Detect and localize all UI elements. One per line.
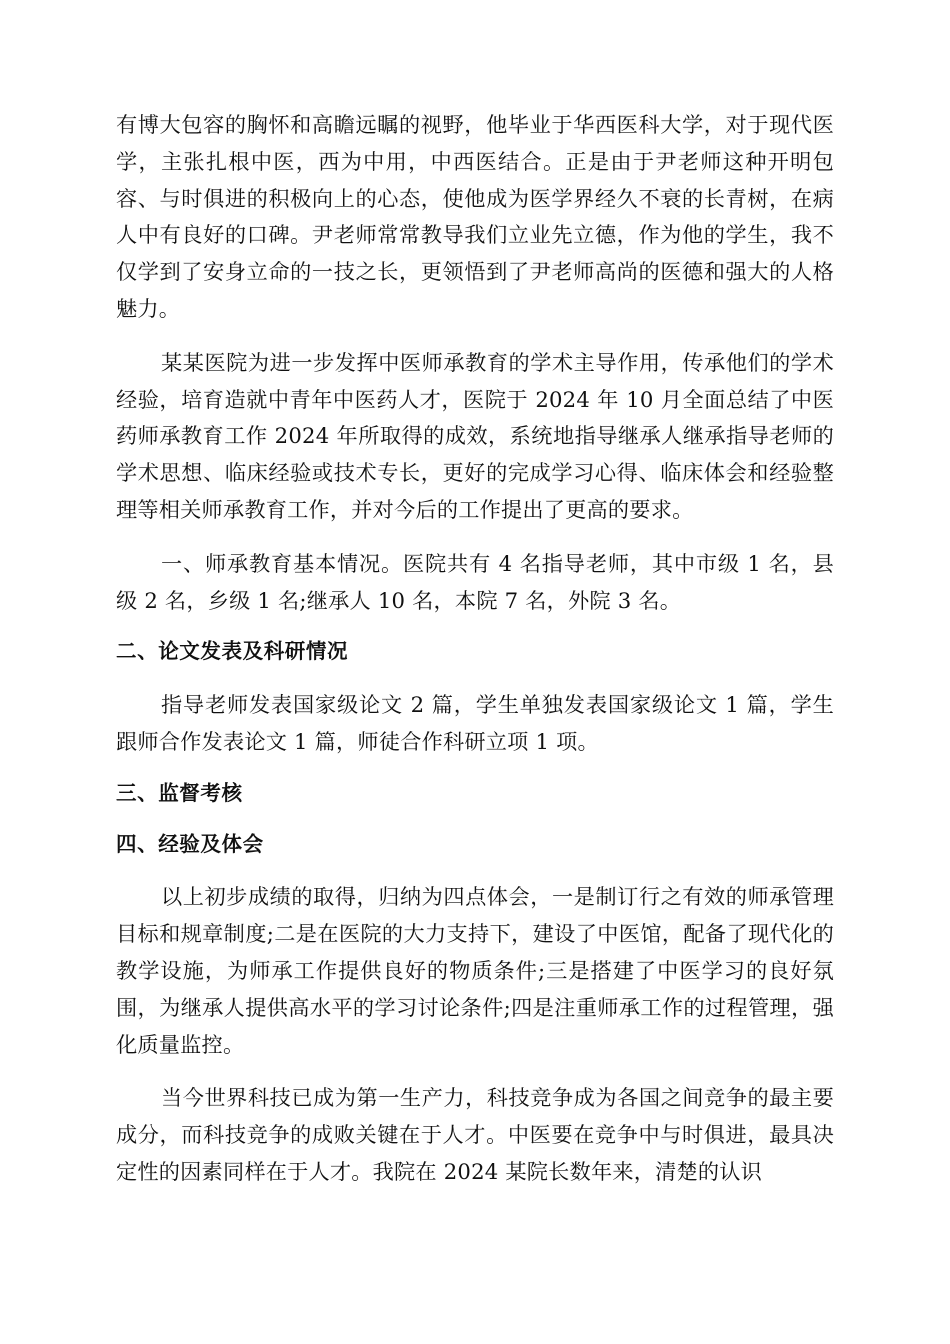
section-heading-papers: 二、论文发表及科研情况 — [116, 639, 349, 664]
section-heading-experience: 四、经验及体会 — [116, 831, 264, 856]
paragraph-hospital-summary: 某某医院为进一步发挥中医师承教育的学术主导作用，传承他们的学术经验，培育造就中青年中医药人才，医院于 2024 年 10 月全面总结了中医药师承教育工作 2024 年所取得的成效，系统地指导继承人继承指导老师的学术思想、临床经验或技术专长，更好的完成学习心得、临床体会和经验整理等相关师承教育工作，并对今后的工作提出了更高的要求。 — [116, 349, 834, 522]
document-body — [116, 107, 834, 1191]
paragraph-papers: 指导老师发表国家级论文 2 篇，学生单独发表国家级论文 1 篇，学生跟师合作发表论文 1 篇，师徒合作科研立项 1 项。 — [116, 692, 834, 754]
paragraph-talent: 当今世界科技已成为第一生产力，科技竞争成为各国之间竞争的最主要成分，而科技竞争的成败关键在于人才。中医要在竞争中与时俱进，最具决定性的因素同样在于人才。我院在 2024 某院长数年来，清楚的认识 — [116, 1085, 834, 1184]
paragraph-mentor-virtue: 有博大包容的胸怀和高瞻远瞩的视野，他毕业于华西医科大学，对于现代医学，主张扎根中医，西为中用，中西医结合。正是由于尹老师这种开明包容、与时俱进的积极向上的心态，使他成为医学界经久不衰的长青树，在病人中有良好的口碑。尹老师常常教导我们立业先立德，作为他的学生，我不仅学到了安身立命的一技之长，更领悟到了尹老师高尚的医德和强大的人格魅力。 — [116, 112, 834, 321]
section-heading-supervision: 三、监督考核 — [116, 780, 243, 805]
paragraph-basic-situation: 一、师承教育基本情况。医院共有 4 名指导老师，其中市级 1 名，县级 2 名，乡级 1 名;继承人 10 名，本院 7 名，外院 3 名。 — [116, 550, 834, 613]
paragraph-experience: 以上初步成绩的取得，归纳为四点体会，一是制订行之有效的师承管理目标和规章制度;二是在医院的大力支持下，建设了中医馆，配备了现代化的教学设施，为师承工作提供良好的物质条件;三是搭建了中医学习的良好氛围，为继承人提供高水平的学习讨论条件;四是注重师承工作的过程管理，强化质量监控。 — [116, 884, 834, 1057]
